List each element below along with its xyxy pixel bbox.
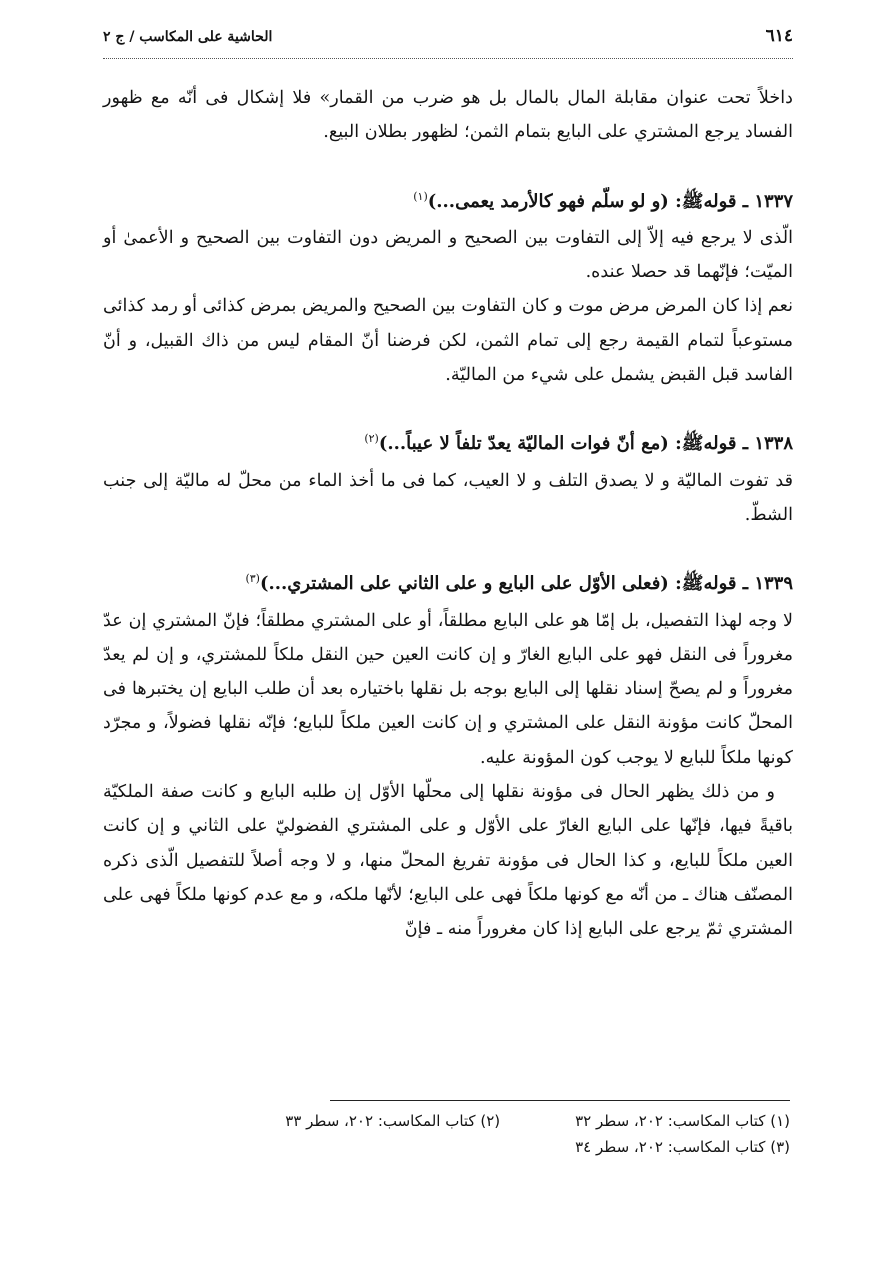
footnote-row [150,1108,790,1134]
heading-text: ١٣٣٧ ـ قوله‌ﷺ: (و لو سلّم فهو كالأرمد يعمى...) [427,190,793,212]
section-heading-1339 [103,562,793,601]
heading-text: ١٣٣٨ ـ قوله‌ﷺ: (مع أنّ فوات الماليّة يعدّ تلفاً لا عيباً...) [378,433,793,455]
paragraph: قد تفوت الماليّة و لا يصدق التلف و لا العيب، كما فى ما أخذ الماء من محلّ له ماليّة إلى جنب الشطّ. [103,470,793,525]
running-title: الحاشية على المكاسب / ج ٢ [103,29,273,45]
paragraph: الّذى لا يرجع فيه إلاّ إلى التفاوت بين الصحيح و المريض دون التفاوت بين الصحيح و الأعمىٰ أو الميّت؛ فإنّهما قد حصلا عنده. [103,227,793,283]
footnote-ref: (١) [413,189,428,203]
page-header [103,26,793,59]
body-text [103,81,793,947]
paragraph: و من ذلك يظهر الحال فى مؤونة نقلها إلى محلّها الأوّل إن طلبه البايع و كانت صفة الملكيّة باقيةً فيها، فإنّها على البايع الغارّ على الأوّل و على المشتري الفضوليّ على الثاني و إن كانت العين ملكاً للبايع، و كذا الحال فى مؤونة تفريغ المحلّ منها، و لا وجه أصلاً للتفصيل الّذى ذكره المصنّف هناك ـ من أنّه مع كونها ملكاً فهى على البايع؛ لأنّها ملكه، و مع عدم كونها ملكاً فهى على المشتري ثمّ يرجع على البايع إذا كان مغروراً منه ـ فإنّ [103,782,793,940]
section-heading-1337 [103,180,793,219]
page-number: ٦١٤ [765,26,793,46]
footnote-1: (١) كتاب المكاسب: ٢٠٢، سطر ٣٢ [575,1112,790,1130]
footnote-divider [330,1100,790,1101]
paragraph: نعم إذا كان المرض مرض موت و كان التفاوت بين الصحيح والمريض بمرض كذائى أو رمد كذائى مستوعباً لتمام القيمة رجع إلى تمام الثمن، لكن فرضنا أنّ المقام ليس من ذاك القبيل، و أنّ الفاسد قبل القبض يشمل على شيء من الماليّة. [103,296,793,386]
footnote-2: (٢) كتاب المكاسب: ٢٠٢، سطر ٣٣ [285,1112,501,1130]
page [103,26,793,947]
footnotes [150,1108,790,1160]
section-heading-1338 [103,422,793,461]
footnote-row [150,1134,790,1160]
heading-text: ١٣٣٩ ـ قوله‌ﷺ: (فعلى الأوّل على البايع و على الثاني على المشتري...) [259,573,793,595]
paragraph: لا وجه لهذا التفصيل، بل إمّا هو على البايع مطلقاً، أو على المشتري مطلقاً؛ فإنّ المشتري إن عدّ مغروراً فى النقل فهو على البايع الغارّ و إن كانت العين حين النقل ملكاً للمشتري، و إن لم يعدّ مغروراً و لم يصحّ إسناد نقلها إلى البايع بوجه بل نقلها باختياره بعد أن طلب البايع إن يختبرها فى المحلّ كانت مؤونة النقل على المشتري و إن كانت العين ملكاً للبايع؛ فإنّه نقلها فضولاً، و مجرّد كونها ملكاً للبايع لا يوجب كون المؤونة عليه. [103,610,793,768]
footnote-ref: (٢) [364,432,379,446]
paragraph-continuation: داخلاً تحت عنوان مقابلة المال بالمال بل هو ضرب من القمار» فلا إشكال فى أنّه مع ظهور الفساد يرجع المشتري على البايع بتمام الثمن؛ لظهور بطلان البيع. [103,88,793,143]
footnote-3: (٣) كتاب المكاسب: ٢٠٢، سطر ٣٤ [575,1138,790,1156]
footnote-ref: (٣) [245,572,260,586]
